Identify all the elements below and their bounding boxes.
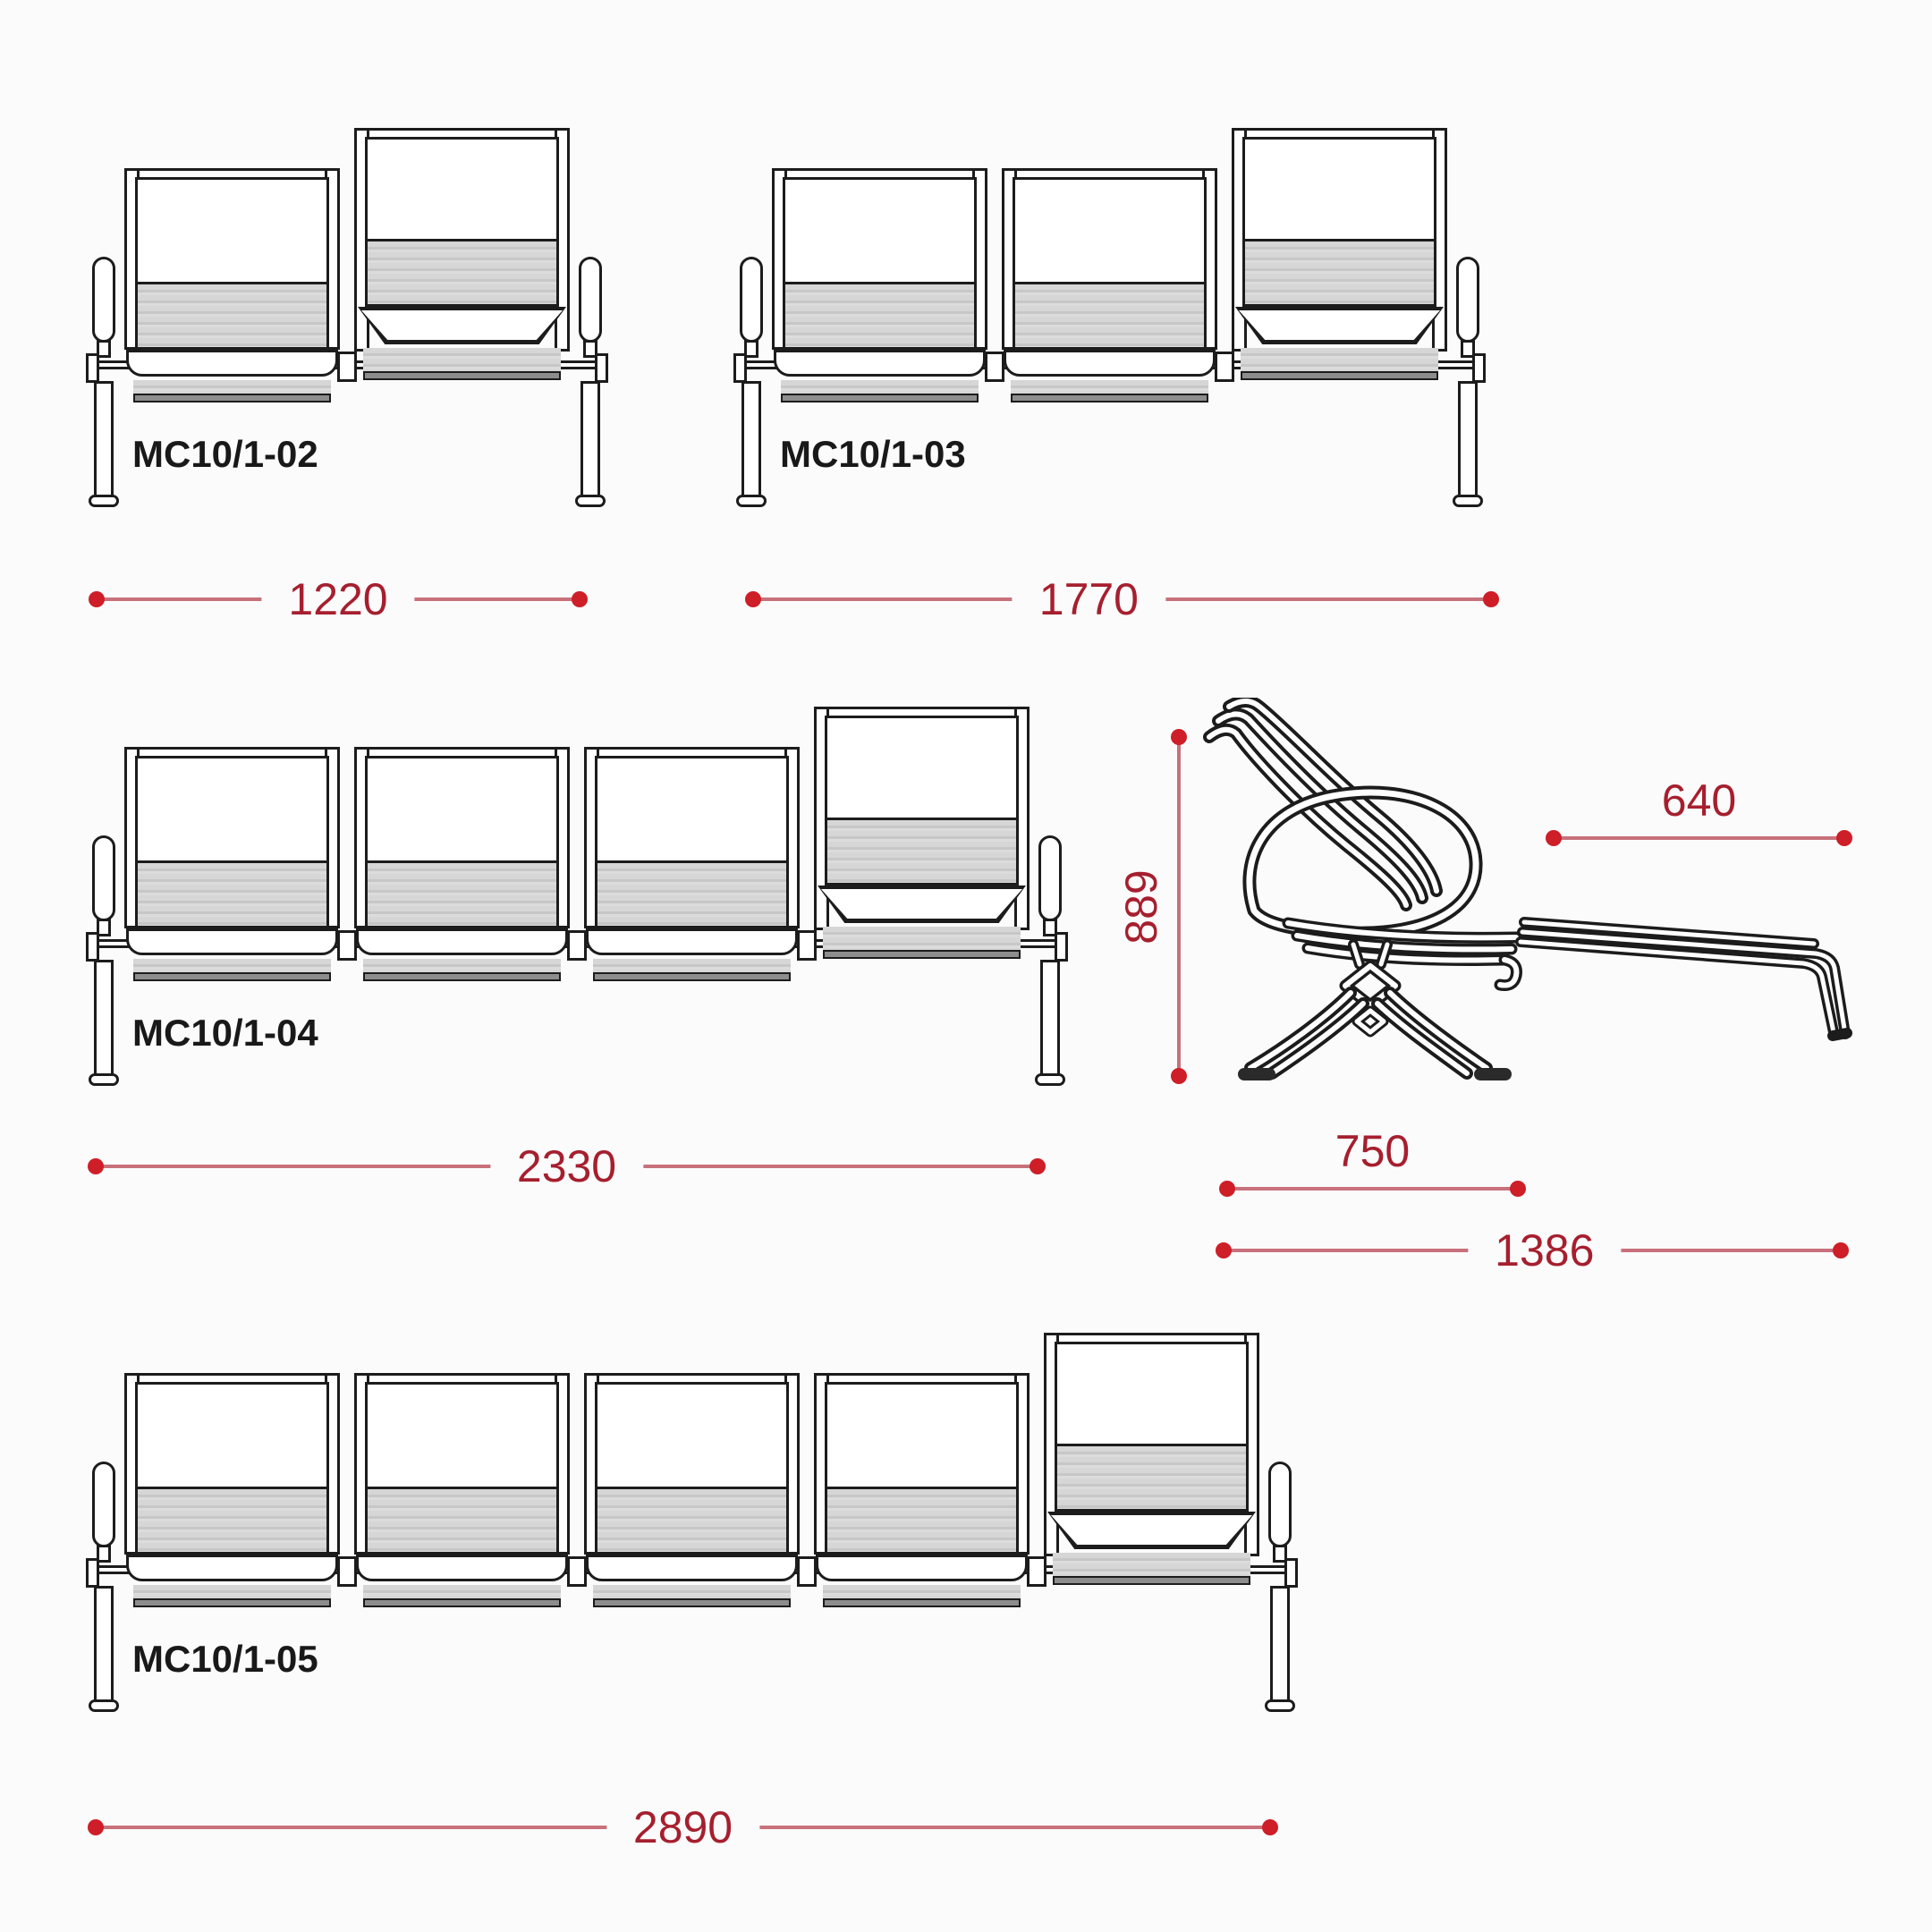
leg-foot [1265, 1699, 1295, 1712]
bench-left-end [89, 1333, 123, 1712]
seat-bottom-bar [133, 972, 331, 981]
seat-texture-strip [593, 1585, 791, 1598]
seat-joint-bracket [797, 930, 817, 961]
backrest-panel [135, 1382, 329, 1555]
dimension-line [1560, 836, 1838, 840]
seat [123, 747, 342, 981]
seat-cushion [774, 350, 986, 377]
bench-2-seat [89, 128, 605, 507]
seat-cushion [586, 928, 798, 955]
seat-bottom-bar [363, 1598, 561, 1607]
seat [582, 1373, 801, 1607]
backrest-panel [825, 1382, 1019, 1555]
seat-texture-strip [1053, 1553, 1250, 1576]
dimension-value: 2330 [490, 1144, 643, 1189]
seat-cushion [586, 1555, 798, 1581]
dimension-dot-left [88, 1158, 104, 1174]
dimension-dot-top [1171, 729, 1187, 745]
seat-texture-strip [363, 1585, 561, 1598]
dimension-line [1233, 1187, 1512, 1191]
seat-bottom-bar [593, 1598, 791, 1607]
folded-seat-pan [358, 307, 566, 344]
seat-joint-bracket [337, 930, 357, 961]
seat [123, 1373, 342, 1607]
seat [582, 747, 801, 981]
seat-bottom-bar [363, 371, 561, 380]
seat [770, 168, 989, 402]
dimension-value: 640 [1661, 775, 1737, 826]
leg-foot [89, 1699, 119, 1712]
model-label: MC10/1-02 [132, 433, 318, 475]
seat-bottom-bar [823, 950, 1021, 959]
backrest-texture [1015, 282, 1204, 347]
backrest-texture [138, 282, 326, 347]
seat-texture-strip [133, 1585, 331, 1598]
seat-texture-strip [133, 380, 331, 394]
model-label: MC10/1-04 [132, 1012, 318, 1054]
leg-foot [89, 495, 119, 507]
left-foot-pad [1238, 1068, 1275, 1080]
dimension-dot-right [1833, 1242, 1849, 1258]
leg-foot [1035, 1073, 1065, 1086]
bench-4-seat [89, 707, 1064, 1086]
backrest-panel [783, 177, 977, 350]
backrest-texture [368, 1487, 556, 1552]
armrest-pill [92, 835, 115, 921]
beam-bracket [1055, 932, 1068, 962]
dimension-dot-left [88, 1819, 104, 1835]
seat [1000, 168, 1219, 402]
raised-seat [352, 128, 572, 402]
beam-bracket [595, 353, 608, 383]
backrest-texture [368, 239, 556, 304]
seat-cushion [126, 350, 338, 377]
dimension-value: 2890 [606, 1805, 759, 1850]
right-foot-pad [1474, 1068, 1512, 1080]
leg [580, 381, 600, 497]
bench-5-seat [89, 1333, 1294, 1712]
model-label: MC10/1-03 [780, 433, 966, 475]
backrest-panel [365, 137, 559, 307]
leg [94, 381, 114, 497]
dimension-dot-right [1510, 1181, 1526, 1197]
backrest-panel [1242, 137, 1436, 307]
seat-joint-bracket [337, 352, 357, 382]
backrest-texture [785, 282, 974, 347]
seat-cushion [126, 1555, 338, 1581]
folded-seat-pan [1047, 1512, 1256, 1549]
armrest-pill [1038, 835, 1062, 921]
dimension-value: 1386 [1468, 1228, 1621, 1273]
folded-seat-pan-face [361, 310, 563, 340]
beam-bracket [86, 353, 99, 383]
seat-texture-strip [1241, 348, 1438, 371]
backrest-texture [368, 860, 556, 926]
seat-bottom-bar [1053, 1576, 1250, 1585]
seat [352, 1373, 572, 1607]
beam-bracket [1472, 353, 1486, 383]
dimension-dot-right [1030, 1158, 1046, 1174]
leg [1270, 1586, 1290, 1702]
backrest-panel [595, 756, 789, 928]
seat-joint-bracket [985, 352, 1004, 382]
seat-texture-strip [133, 959, 331, 972]
beam-bracket [86, 932, 99, 962]
seat-bottom-bar [781, 394, 979, 402]
seat [812, 1373, 1031, 1607]
folded-seat-pan [818, 886, 1026, 923]
bench-right-end [1449, 128, 1482, 507]
bench-right-end [1031, 707, 1064, 1086]
backrest-texture [1245, 239, 1434, 304]
dimension-dot-left [745, 591, 761, 607]
backrest-panel [825, 716, 1019, 886]
model-label: MC10/1-05 [132, 1638, 318, 1680]
seat-bottom-bar [133, 1598, 331, 1607]
leg [94, 1586, 114, 1702]
backrest-texture [138, 860, 326, 926]
dimension-value: 1770 [1013, 577, 1165, 622]
seat-cushion [126, 928, 338, 955]
seat-texture-strip [363, 348, 561, 371]
raised-seat [1042, 1333, 1261, 1607]
seat-texture-strip [823, 1585, 1021, 1598]
leg [1040, 960, 1060, 1076]
armrest-pill [579, 257, 602, 343]
seat-bottom-bar [823, 1598, 1021, 1607]
leg-foot [1453, 495, 1483, 507]
backrest-panel [135, 177, 329, 350]
bench-right-end [572, 128, 605, 507]
backrest-panel [365, 756, 559, 928]
dimension-dot-right [1483, 591, 1499, 607]
dimension-dot-left [1546, 830, 1562, 846]
seat-texture-strip [1011, 380, 1208, 394]
seat-joint-bracket [337, 1556, 357, 1587]
seat-texture-strip [363, 959, 561, 972]
raised-seat [812, 707, 1031, 981]
armrest-pill [1456, 257, 1479, 343]
beam-bracket [86, 1558, 99, 1588]
seat-texture-strip [823, 927, 1021, 950]
seat-joint-bracket [1027, 1556, 1046, 1587]
dimension-dot-right [572, 591, 588, 607]
seat-texture-strip [593, 959, 791, 972]
beam-bracket [733, 353, 747, 383]
backrest-panel [1055, 1342, 1249, 1512]
seat-cushion [356, 1555, 568, 1581]
seat [352, 747, 572, 981]
leg [1458, 381, 1478, 497]
armrest-pill [1268, 1462, 1292, 1547]
seat-joint-bracket [567, 930, 587, 961]
seat-cushion [816, 1555, 1028, 1581]
leg [94, 960, 114, 1076]
folded-seat-pan [1235, 307, 1444, 344]
bench-left-end [737, 128, 770, 507]
folded-seat-pan-face [1239, 310, 1440, 340]
backrest-texture [827, 1487, 1016, 1552]
leg-foot [89, 1073, 119, 1086]
seat-bottom-bar [133, 394, 331, 402]
seat-texture-strip [781, 380, 979, 394]
backrest-texture [827, 818, 1016, 883]
dimension-dot-left [1219, 1181, 1235, 1197]
raised-seat [1230, 128, 1449, 402]
dimension-dot-right [1262, 1819, 1278, 1835]
beam-bracket [1284, 1558, 1298, 1588]
dimension-dot-right [1836, 830, 1852, 846]
seat [123, 168, 342, 402]
seat-cushion [356, 928, 568, 955]
seat-bottom-bar [593, 972, 791, 981]
bench-left-end [89, 707, 123, 1086]
folded-seat-pan-face [1051, 1515, 1252, 1545]
armrest-pill [92, 257, 115, 343]
dimension-dot-left [1216, 1242, 1232, 1258]
backrest-panel [135, 756, 329, 928]
seat-cushion [1004, 350, 1216, 377]
seat-tubes [1288, 923, 1516, 986]
backrest-panel [365, 1382, 559, 1555]
bench-left-end [89, 128, 123, 507]
armrest-pill [740, 257, 763, 343]
dimension-dot-left [89, 591, 105, 607]
bench-3-seat [737, 128, 1482, 507]
backrest-texture [138, 1487, 326, 1552]
backrest-texture [597, 860, 786, 926]
dimension-line [1177, 743, 1181, 1070]
bench-right-end [1261, 1333, 1294, 1712]
backrest-panel [1013, 177, 1207, 350]
seat-bottom-bar [1241, 371, 1438, 380]
backrest-texture [597, 1487, 786, 1552]
dimension-value: 750 [1335, 1126, 1411, 1176]
seat-joint-bracket [1215, 352, 1234, 382]
backrest-texture [1057, 1444, 1246, 1509]
dimension-dot-bottom [1171, 1068, 1187, 1084]
seat-joint-bracket [797, 1556, 817, 1587]
leg-foot [575, 495, 606, 507]
beam-extension [1521, 922, 1847, 1036]
dimension-value: 1220 [261, 577, 414, 622]
leg [741, 381, 761, 497]
chair-drawing [1209, 701, 1847, 1080]
folded-seat-pan-face [821, 889, 1022, 919]
leg-foot [736, 495, 767, 507]
armrest-pill [92, 1462, 115, 1547]
seat-joint-bracket [567, 1556, 587, 1587]
dimension-value: 889 [1116, 869, 1166, 945]
backrest-panel [595, 1382, 789, 1555]
seat-bottom-bar [1011, 394, 1208, 402]
seat-bottom-bar [363, 972, 561, 981]
chair-side-profile [1163, 698, 1869, 1100]
